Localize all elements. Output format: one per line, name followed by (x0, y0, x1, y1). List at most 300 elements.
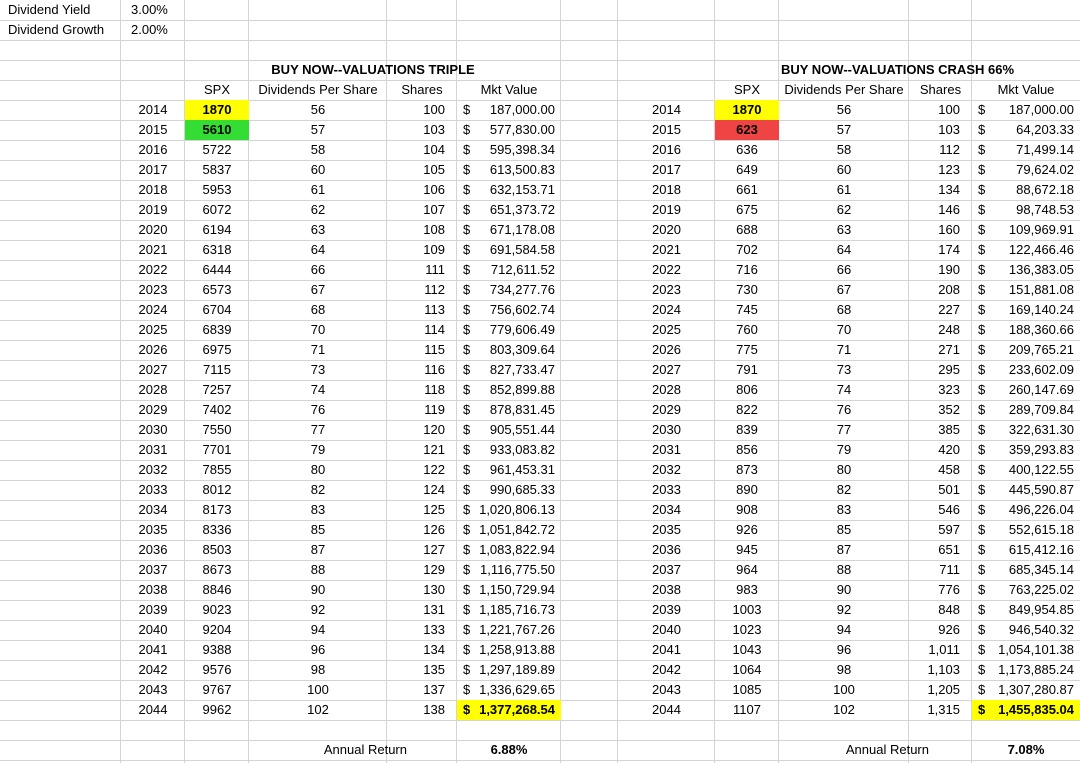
year-cell[interactable]: 2020 (138, 222, 168, 237)
spx-cell[interactable]: 806 (736, 382, 758, 397)
year-cell[interactable]: 2014 (652, 102, 681, 117)
year-cell[interactable]: 2021 (138, 242, 168, 257)
dividends-per-share-cell[interactable]: 90 (836, 582, 852, 597)
header-dividends-per-share[interactable]: Dividends Per Share (784, 82, 904, 97)
dividends-per-share-cell[interactable]: 82 (310, 482, 326, 497)
spx-cell[interactable]: 839 (736, 422, 758, 437)
year-cell[interactable]: 2031 (138, 442, 168, 457)
spx-cell[interactable]: 6072 (202, 202, 232, 217)
year-cell[interactable]: 2021 (652, 242, 681, 257)
year-cell[interactable]: 2027 (138, 362, 168, 377)
header-mkt-value[interactable]: Mkt Value (997, 82, 1055, 97)
mkt-value-cell[interactable] (972, 640, 1080, 660)
mkt-value-cell[interactable] (972, 300, 1080, 320)
header-spx[interactable]: SPX (733, 82, 760, 97)
shares-cell[interactable]: 323 (938, 382, 960, 397)
year-cell[interactable]: 2036 (138, 542, 168, 557)
dividends-per-share-cell[interactable]: 79 (836, 442, 852, 457)
mkt-value-cell[interactable] (972, 220, 1080, 240)
year-cell[interactable]: 2026 (138, 342, 168, 357)
spx-cell[interactable]: 9767 (202, 682, 232, 697)
mkt-value-cell[interactable] (457, 360, 561, 380)
mkt-value-cell[interactable] (972, 560, 1080, 580)
mkt-value-cell[interactable] (972, 500, 1080, 520)
year-cell[interactable]: 2031 (652, 442, 681, 457)
year-cell[interactable]: 2016 (652, 142, 681, 157)
shares-cell[interactable]: 848 (938, 602, 960, 617)
header-dividends-per-share[interactable]: Dividends Per Share (258, 82, 378, 97)
spx-cell[interactable]: 1043 (732, 642, 762, 657)
dividends-per-share-cell[interactable]: 76 (310, 402, 326, 417)
dividends-per-share-cell[interactable]: 56 (310, 102, 326, 117)
shares-cell[interactable]: 121 (423, 442, 445, 457)
spx-cell[interactable]: 8503 (202, 542, 232, 557)
mkt-value-cell[interactable] (457, 320, 561, 340)
dividends-per-share-cell[interactable]: 60 (310, 162, 326, 177)
dividends-per-share-cell[interactable]: 74 (836, 382, 852, 397)
year-cell[interactable]: 2024 (652, 302, 681, 317)
year-cell[interactable]: 2023 (652, 282, 681, 297)
shares-cell[interactable]: 108 (423, 222, 445, 237)
mkt-value-cell[interactable] (457, 520, 561, 540)
shares-cell[interactable]: 125 (423, 502, 445, 517)
shares-cell[interactable]: 248 (938, 322, 960, 337)
dividends-per-share-cell[interactable]: 94 (836, 622, 852, 637)
year-cell[interactable]: 2040 (652, 622, 681, 637)
spx-cell[interactable]: 775 (736, 342, 758, 357)
mkt-value-cell[interactable] (972, 160, 1080, 180)
shares-cell[interactable]: 105 (423, 162, 445, 177)
shares-cell[interactable]: 106 (423, 182, 445, 197)
spx-cell[interactable]: 8336 (202, 522, 232, 537)
spx-cell[interactable]: 908 (736, 502, 758, 517)
spx-cell[interactable]: 1107 (733, 702, 761, 717)
spx-cell[interactable]: 716 (736, 262, 758, 277)
dividends-per-share-cell[interactable]: 61 (836, 182, 852, 197)
mkt-value-cell[interactable] (972, 360, 1080, 380)
spx-cell[interactable]: 9962 (202, 702, 232, 717)
mkt-value-cell[interactable] (972, 660, 1080, 680)
shares-cell[interactable]: 112 (424, 282, 445, 297)
dividends-per-share-cell[interactable]: 73 (310, 362, 326, 377)
mkt-value-cell[interactable] (457, 440, 561, 460)
mkt-value-cell[interactable] (972, 380, 1080, 400)
assumption-value[interactable]: 2.00% (131, 22, 168, 37)
shares-cell[interactable]: 109 (423, 242, 445, 257)
spx-cell[interactable]: 964 (736, 562, 758, 577)
dividends-per-share-cell[interactable]: 66 (836, 262, 852, 277)
mkt-value-cell[interactable] (972, 600, 1080, 620)
spx-cell[interactable]: 745 (736, 302, 758, 317)
spx-cell[interactable]: 6573 (202, 282, 232, 297)
year-cell[interactable]: 2032 (652, 462, 681, 477)
shares-cell[interactable]: 546 (938, 502, 960, 517)
mkt-value-cell[interactable] (972, 320, 1080, 340)
mkt-value-cell[interactable] (457, 580, 561, 600)
spx-cell[interactable]: 9576 (202, 662, 232, 677)
mkt-value-cell[interactable] (457, 240, 561, 260)
shares-cell[interactable]: 124 (423, 482, 445, 497)
mkt-value-cell[interactable] (972, 520, 1080, 540)
spx-cell[interactable]: 1870 (715, 100, 779, 120)
dividends-per-share-cell[interactable]: 66 (310, 262, 326, 277)
year-cell[interactable]: 2037 (652, 562, 681, 577)
spx-cell[interactable]: 6444 (202, 262, 232, 277)
dividends-per-share-cell[interactable]: 100 (307, 682, 329, 697)
year-cell[interactable]: 2022 (652, 262, 681, 277)
dividends-per-share-cell[interactable]: 71 (310, 342, 326, 357)
spx-cell[interactable]: 791 (736, 362, 758, 377)
dividends-per-share-cell[interactable]: 68 (836, 302, 852, 317)
header-shares[interactable]: Shares (401, 82, 443, 97)
year-cell[interactable]: 2016 (138, 142, 168, 157)
spx-cell[interactable]: 6318 (202, 242, 232, 257)
dividends-per-share-cell[interactable]: 83 (836, 502, 852, 517)
mkt-value-cell[interactable] (972, 480, 1080, 500)
shares-cell[interactable]: 160 (938, 222, 960, 237)
spx-cell[interactable]: 6839 (202, 322, 232, 337)
annual-return-label[interactable]: Annual Return (845, 742, 929, 757)
spx-cell[interactable]: 856 (736, 442, 758, 457)
shares-cell[interactable]: 711 (939, 562, 960, 577)
spx-cell[interactable]: 7855 (202, 462, 232, 477)
shares-cell[interactable]: 130 (423, 582, 445, 597)
dividends-per-share-cell[interactable]: 87 (836, 542, 852, 557)
spx-cell[interactable]: 636 (736, 142, 758, 157)
shares-cell[interactable]: 1,011 (928, 642, 960, 657)
shares-cell[interactable]: 208 (938, 282, 960, 297)
spx-cell[interactable]: 7257 (202, 382, 232, 397)
spx-cell[interactable]: 5610 (185, 120, 249, 140)
year-cell[interactable]: 2020 (652, 222, 681, 237)
dividends-per-share-cell[interactable]: 88 (836, 562, 852, 577)
year-cell[interactable]: 2023 (138, 282, 168, 297)
year-cell[interactable]: 2037 (138, 562, 168, 577)
dividends-per-share-cell[interactable]: 63 (836, 222, 852, 237)
year-cell[interactable]: 2039 (138, 602, 168, 617)
mkt-value-cell[interactable] (972, 280, 1080, 300)
shares-cell[interactable]: 1,315 (927, 702, 960, 717)
dividends-per-share-cell[interactable]: 76 (836, 402, 852, 417)
mkt-value-cell[interactable] (457, 600, 561, 620)
mkt-value-cell[interactable] (457, 200, 561, 220)
spx-cell[interactable]: 945 (736, 542, 758, 557)
dividends-per-share-cell[interactable]: 87 (310, 542, 326, 557)
spx-cell[interactable]: 9023 (202, 602, 232, 617)
shares-cell[interactable]: 190 (938, 262, 960, 277)
dividends-per-share-cell[interactable]: 77 (310, 422, 326, 437)
shares-cell[interactable]: 651 (938, 542, 960, 557)
year-cell[interactable]: 2029 (652, 402, 681, 417)
shares-cell[interactable]: 133 (423, 622, 445, 637)
mkt-value-cell[interactable] (972, 420, 1080, 440)
shares-cell[interactable]: 116 (424, 362, 445, 377)
dividends-per-share-cell[interactable]: 96 (310, 642, 326, 657)
shares-cell[interactable]: 134 (423, 642, 445, 657)
dividends-per-share-cell[interactable]: 80 (310, 462, 326, 477)
annual-return-value[interactable]: 7.08% (1007, 742, 1045, 757)
mkt-value-cell[interactable] (972, 260, 1080, 280)
spx-cell[interactable]: 9388 (202, 642, 232, 657)
mkt-value-cell[interactable] (457, 380, 561, 400)
spx-cell[interactable]: 1003 (732, 602, 762, 617)
mkt-value-cell[interactable] (457, 640, 561, 660)
dividends-per-share-cell[interactable]: 67 (310, 282, 326, 297)
shares-cell[interactable]: 134 (938, 182, 960, 197)
spx-cell[interactable]: 1064 (732, 662, 762, 677)
shares-cell[interactable]: 776 (938, 582, 960, 597)
shares-cell[interactable]: 100 (938, 102, 960, 117)
year-cell[interactable]: 2043 (652, 682, 681, 697)
table-title[interactable]: BUY NOW--VALUATIONS TRIPLE (271, 62, 475, 77)
shares-cell[interactable]: 119 (424, 402, 445, 417)
dividends-per-share-cell[interactable]: 61 (310, 182, 326, 197)
year-cell[interactable]: 2032 (138, 462, 168, 477)
spx-cell[interactable]: 7115 (203, 362, 231, 377)
shares-cell[interactable]: 271 (938, 342, 960, 357)
year-cell[interactable]: 2038 (652, 582, 681, 597)
dividends-per-share-cell[interactable]: 102 (307, 702, 329, 717)
mkt-value-cell[interactable] (457, 400, 561, 420)
year-cell[interactable]: 2027 (652, 362, 681, 377)
shares-cell[interactable]: 131 (423, 602, 445, 617)
mkt-value-cell[interactable] (972, 680, 1080, 700)
dividends-per-share-cell[interactable]: 56 (836, 102, 852, 117)
year-cell[interactable]: 2014 (138, 102, 168, 117)
spx-cell[interactable]: 8846 (202, 582, 232, 597)
dividends-per-share-cell[interactable]: 90 (310, 582, 326, 597)
year-cell[interactable]: 2044 (652, 702, 681, 717)
shares-cell[interactable]: 385 (938, 422, 960, 437)
mkt-value-cell[interactable] (457, 660, 561, 680)
assumption-label[interactable]: Dividend Growth (8, 22, 105, 37)
shares-cell[interactable]: 420 (938, 442, 960, 457)
mkt-value-cell[interactable] (972, 240, 1080, 260)
spx-cell[interactable]: 6194 (202, 222, 232, 237)
year-cell[interactable]: 2022 (138, 262, 168, 277)
year-cell[interactable]: 2025 (138, 322, 168, 337)
shares-cell[interactable]: 137 (423, 682, 445, 697)
mkt-value-cell[interactable] (457, 260, 561, 280)
shares-cell[interactable]: 103 (938, 122, 960, 137)
shares-cell[interactable]: 597 (938, 522, 960, 537)
spx-cell[interactable]: 6704 (202, 302, 232, 317)
dividends-per-share-cell[interactable]: 57 (310, 122, 326, 137)
dividends-per-share-cell[interactable]: 60 (836, 162, 852, 177)
dividends-per-share-cell[interactable]: 102 (833, 702, 855, 717)
year-cell[interactable]: 2018 (138, 182, 168, 197)
table-title[interactable]: BUY NOW--VALUATIONS CRASH 66% (780, 62, 1015, 77)
year-cell[interactable]: 2028 (652, 382, 681, 397)
shares-cell[interactable]: 138 (423, 702, 445, 717)
mkt-value-cell[interactable] (457, 300, 561, 320)
spx-cell[interactable]: 675 (736, 202, 758, 217)
mkt-value-cell[interactable] (972, 620, 1080, 640)
shares-cell[interactable]: 123 (938, 162, 960, 177)
shares-cell[interactable]: 118 (424, 382, 445, 397)
spx-cell[interactable]: 649 (736, 162, 758, 177)
spx-cell[interactable]: 9204 (202, 622, 232, 637)
year-cell[interactable]: 2015 (652, 122, 681, 137)
year-cell[interactable]: 2042 (652, 662, 681, 677)
dividends-per-share-cell[interactable]: 70 (836, 322, 852, 337)
mkt-value-cell[interactable] (457, 500, 561, 520)
spx-cell[interactable]: 5722 (202, 142, 232, 157)
mkt-value-cell[interactable] (457, 560, 561, 580)
year-cell[interactable]: 2018 (652, 182, 681, 197)
assumption-value[interactable]: 3.00% (131, 2, 168, 17)
year-cell[interactable]: 2019 (138, 202, 168, 217)
shares-cell[interactable]: 1,205 (927, 682, 960, 697)
shares-cell[interactable]: 146 (938, 202, 960, 217)
dividends-per-share-cell[interactable]: 92 (836, 602, 852, 617)
dividends-per-share-cell[interactable]: 83 (310, 502, 326, 517)
mkt-value-cell[interactable] (972, 180, 1080, 200)
year-cell[interactable]: 2034 (652, 502, 681, 517)
year-cell[interactable]: 2026 (652, 342, 681, 357)
spx-cell[interactable]: 688 (736, 222, 758, 237)
shares-cell[interactable]: 1,103 (927, 662, 960, 677)
dividends-per-share-cell[interactable]: 79 (310, 442, 326, 457)
dividends-per-share-cell[interactable]: 62 (836, 202, 852, 217)
dividends-per-share-cell[interactable]: 92 (310, 602, 326, 617)
year-cell[interactable]: 2034 (138, 502, 168, 517)
spx-cell[interactable]: 661 (736, 182, 758, 197)
dividends-per-share-cell[interactable]: 58 (836, 142, 852, 157)
shares-cell[interactable]: 926 (938, 622, 960, 637)
dividends-per-share-cell[interactable]: 67 (836, 282, 852, 297)
spx-cell[interactable]: 7402 (202, 402, 232, 417)
dividends-per-share-cell[interactable]: 96 (836, 642, 852, 657)
spx-cell[interactable]: 730 (736, 282, 758, 297)
dividends-per-share-cell[interactable]: 70 (310, 322, 326, 337)
dividends-per-share-cell[interactable]: 88 (310, 562, 326, 577)
year-cell[interactable]: 2042 (138, 662, 168, 677)
spx-cell[interactable]: 8173 (202, 502, 232, 517)
spx-cell[interactable]: 926 (736, 522, 758, 537)
year-cell[interactable]: 2036 (652, 542, 681, 557)
annual-return-label[interactable]: Annual Return (323, 742, 407, 757)
dividends-per-share-cell[interactable]: 62 (310, 202, 326, 217)
mkt-value-cell[interactable] (457, 420, 561, 440)
mkt-value-cell[interactable] (457, 340, 561, 360)
spx-cell[interactable]: 1085 (732, 682, 762, 697)
shares-cell[interactable]: 135 (423, 662, 445, 677)
shares-cell[interactable]: 103 (423, 122, 445, 137)
year-cell[interactable]: 2019 (652, 202, 681, 217)
spx-cell[interactable]: 5837 (202, 162, 232, 177)
year-cell[interactable]: 2043 (138, 682, 168, 697)
spx-cell[interactable]: 760 (736, 322, 758, 337)
mkt-value-cell[interactable] (972, 540, 1080, 560)
shares-cell[interactable]: 112 (939, 142, 960, 157)
spx-cell[interactable]: 983 (736, 582, 758, 597)
dividends-per-share-cell[interactable]: 68 (310, 302, 326, 317)
mkt-value-cell[interactable] (457, 140, 561, 160)
dividends-per-share-cell[interactable]: 98 (836, 662, 852, 677)
dividends-per-share-cell[interactable]: 73 (836, 362, 852, 377)
year-cell[interactable]: 2030 (138, 422, 168, 437)
shares-cell[interactable]: 104 (423, 142, 445, 157)
shares-cell[interactable]: 120 (423, 422, 445, 437)
year-cell[interactable]: 2033 (138, 482, 168, 497)
spx-cell[interactable]: 7550 (202, 422, 232, 437)
assumption-label[interactable]: Dividend Yield (8, 2, 91, 17)
year-cell[interactable]: 2024 (138, 302, 168, 317)
dividends-per-share-cell[interactable]: 98 (310, 662, 326, 677)
shares-cell[interactable]: 115 (424, 342, 445, 357)
spx-cell[interactable]: 8012 (202, 482, 232, 497)
mkt-value-cell[interactable] (457, 180, 561, 200)
mkt-value-cell[interactable] (972, 200, 1080, 220)
year-cell[interactable]: 2041 (138, 642, 168, 657)
dividends-per-share-cell[interactable]: 74 (310, 382, 326, 397)
shares-cell[interactable]: 126 (423, 522, 445, 537)
year-cell[interactable]: 2039 (652, 602, 681, 617)
year-cell[interactable]: 2025 (652, 322, 681, 337)
mkt-value-cell[interactable] (972, 700, 1080, 720)
spx-cell[interactable]: 8673 (202, 562, 232, 577)
dividends-per-share-cell[interactable]: 100 (833, 682, 855, 697)
spx-cell[interactable]: 623 (715, 120, 779, 140)
header-shares[interactable]: Shares (919, 82, 962, 97)
year-cell[interactable]: 2040 (138, 622, 168, 637)
shares-cell[interactable]: 458 (938, 462, 960, 477)
spx-cell[interactable]: 822 (736, 402, 758, 417)
shares-cell[interactable]: 295 (938, 362, 960, 377)
mkt-value-cell[interactable] (457, 160, 561, 180)
year-cell[interactable]: 2035 (138, 522, 168, 537)
mkt-value-cell[interactable] (457, 680, 561, 700)
dividends-per-share-cell[interactable]: 71 (836, 342, 852, 357)
shares-cell[interactable]: 122 (423, 462, 445, 477)
shares-cell[interactable]: 129 (423, 562, 445, 577)
mkt-value-cell[interactable] (457, 120, 561, 140)
year-cell[interactable]: 2041 (652, 642, 681, 657)
shares-cell[interactable]: 114 (424, 322, 445, 337)
dividends-per-share-cell[interactable]: 77 (836, 422, 852, 437)
mkt-value-cell[interactable] (457, 460, 561, 480)
dividends-per-share-cell[interactable]: 80 (836, 462, 852, 477)
shares-cell[interactable]: 352 (938, 402, 960, 417)
shares-cell[interactable]: 111 (425, 262, 445, 277)
year-cell[interactable]: 2038 (138, 582, 168, 597)
dividends-per-share-cell[interactable]: 64 (836, 242, 852, 257)
spx-cell[interactable]: 7701 (202, 442, 232, 457)
spx-cell[interactable]: 873 (736, 462, 758, 477)
dividends-per-share-cell[interactable]: 63 (310, 222, 326, 237)
spx-cell[interactable]: 6975 (202, 342, 232, 357)
year-cell[interactable]: 2030 (652, 422, 681, 437)
year-cell[interactable]: 2015 (138, 122, 168, 137)
mkt-value-cell[interactable] (972, 100, 1080, 120)
shares-cell[interactable]: 100 (423, 102, 445, 117)
shares-cell[interactable]: 107 (423, 202, 445, 217)
dividends-per-share-cell[interactable]: 82 (836, 482, 852, 497)
spx-cell[interactable]: 1870 (185, 100, 249, 120)
header-spx[interactable]: SPX (203, 82, 230, 97)
spx-cell[interactable]: 890 (736, 482, 758, 497)
mkt-value-cell[interactable] (457, 280, 561, 300)
year-cell[interactable]: 2044 (138, 702, 168, 717)
dividends-per-share-cell[interactable]: 57 (836, 122, 852, 137)
shares-cell[interactable]: 174 (938, 242, 960, 257)
mkt-value-cell[interactable] (457, 480, 561, 500)
mkt-value-cell[interactable] (457, 700, 561, 720)
annual-return-value[interactable]: 6.88% (490, 742, 528, 757)
dividends-per-share-cell[interactable]: 85 (836, 522, 852, 537)
year-cell[interactable]: 2017 (138, 162, 168, 177)
